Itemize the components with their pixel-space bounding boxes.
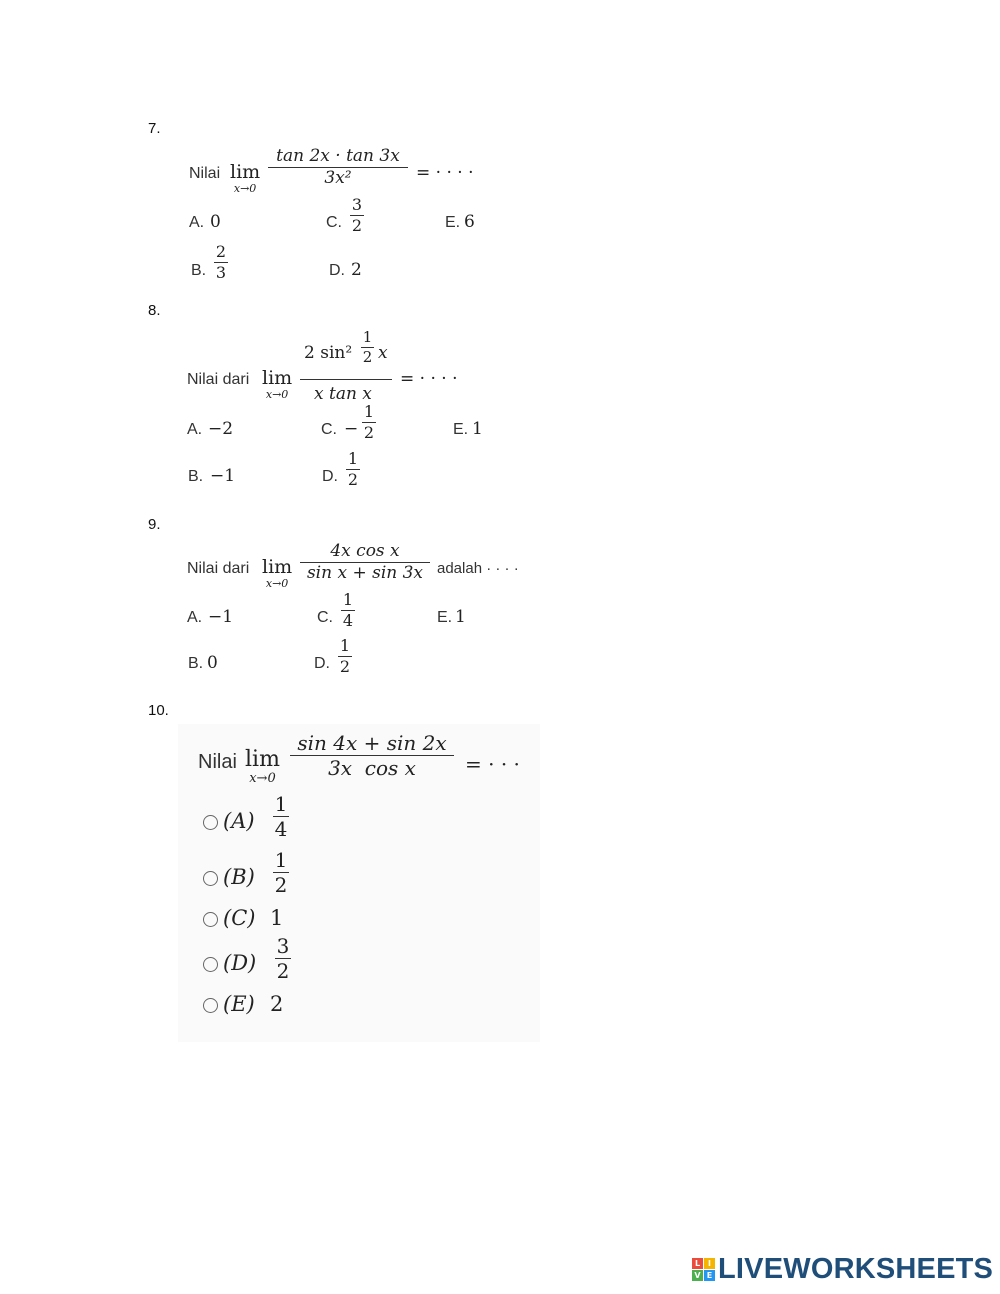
question-tail: adalah · · · · <box>437 560 519 577</box>
lim-subscript: x→0 <box>265 388 289 401</box>
option-a-label: A. <box>187 609 203 626</box>
lim-text: lim <box>262 367 293 389</box>
equals-dots: = · · · <box>465 752 520 776</box>
option-value: 1 <box>270 906 284 930</box>
option-e-value: 1 <box>455 607 466 627</box>
limit-operator <box>262 369 292 400</box>
fraction-denominator: sin x + sin 3x <box>306 563 424 584</box>
radio-button[interactable] <box>203 815 218 830</box>
option-fraction <box>275 934 291 984</box>
question-number: 7. <box>148 120 161 137</box>
half-den: 2 <box>362 348 373 367</box>
option-d-label: D. <box>329 262 345 279</box>
question-number: 8. <box>148 302 161 319</box>
option-d-fraction <box>338 638 352 675</box>
logo-letter: V <box>692 1270 703 1281</box>
option-label: (E) <box>223 992 255 1016</box>
option-d-den: 2 <box>347 470 359 490</box>
question-prompt: Nilai <box>189 165 221 182</box>
radio-button[interactable] <box>203 998 218 1013</box>
option-d-label: D. <box>314 655 330 672</box>
option-a-label: A. <box>189 214 205 231</box>
equals-dots: = · · · · <box>416 163 474 183</box>
option-c-sign: − <box>344 419 359 439</box>
question-prompt: Nilai dari <box>187 371 250 388</box>
numerator-half-fraction <box>361 330 374 365</box>
logo-wordmark: LIVEWORKSHEETS <box>718 1252 994 1285</box>
option-c-den: 2 <box>351 216 363 236</box>
limit-operator <box>230 163 260 194</box>
lim-subscript: x→0 <box>265 577 289 590</box>
option-d-fraction <box>346 451 360 488</box>
option-c-fraction <box>362 404 376 441</box>
option-c-fraction <box>350 197 364 234</box>
fraction-numerator: tan 2x · tan 3x <box>276 146 400 166</box>
main-fraction-bar <box>300 379 392 380</box>
option-c-num: 3 <box>351 195 363 214</box>
option-num: 1 <box>274 792 288 816</box>
option-label: (C) <box>223 906 256 930</box>
question-number: 9. <box>148 516 161 533</box>
fraction-denominator: 3x cos x <box>328 756 416 781</box>
option-num: 1 <box>274 848 288 872</box>
option-d-value: 2 <box>351 260 362 280</box>
option-e-value: 1 <box>472 419 483 439</box>
option-c-label: C. <box>321 421 337 438</box>
fraction-denominator: x tan x <box>314 384 372 404</box>
lim-text: lim <box>245 747 280 772</box>
option-b-value: −1 <box>210 466 236 486</box>
fraction-denominator: 3x² <box>324 168 352 189</box>
option-c-num: 1 <box>342 590 354 609</box>
option-d-num: 1 <box>339 636 351 655</box>
option-b-num: 2 <box>215 242 227 261</box>
option-value: 2 <box>270 992 284 1016</box>
half-num: 1 <box>362 328 373 346</box>
lim-subscript: x→0 <box>249 771 276 786</box>
option-e-label: E. <box>437 609 453 626</box>
fraction-numerator: 4x cos x <box>330 541 400 561</box>
option-a-value: −1 <box>208 607 234 627</box>
question-prompt: Nilai <box>198 751 237 773</box>
option-b-label: B. <box>188 655 204 672</box>
equals-dots: = · · · · <box>400 369 458 389</box>
limit-operator <box>245 749 280 785</box>
liveworksheets-logo <box>692 1253 993 1285</box>
question-number: 10. <box>148 702 169 719</box>
option-c-label: C. <box>317 609 333 626</box>
option-label: (A) <box>223 809 255 833</box>
numerator-variable: x <box>378 343 388 363</box>
limit-fraction <box>268 148 408 187</box>
option-label: (B) <box>223 865 255 889</box>
option-b-den: 3 <box>215 263 227 283</box>
option-fraction <box>273 792 289 842</box>
lim-text: lim <box>230 161 261 183</box>
option-den: 4 <box>274 817 288 842</box>
logo-letter: I <box>704 1258 715 1269</box>
option-c-den: 4 <box>342 611 354 631</box>
radio-button[interactable] <box>203 871 218 886</box>
fraction-numerator: sin 4x + sin 2x <box>297 731 447 755</box>
logo-mark <box>692 1258 715 1281</box>
option-a-value: −2 <box>208 419 234 439</box>
radio-button[interactable] <box>203 957 218 972</box>
option-d-den: 2 <box>339 657 351 677</box>
option-d-label: D. <box>322 468 338 485</box>
option-den: 2 <box>274 873 288 898</box>
logo-letter: L <box>692 1258 703 1269</box>
option-b-value: 0 <box>207 653 218 673</box>
numerator-coefficient: 2 sin² <box>304 343 353 363</box>
option-c-fraction <box>341 592 355 629</box>
option-b-label: B. <box>191 262 207 279</box>
option-d-num: 1 <box>347 449 359 468</box>
option-fraction <box>273 848 289 898</box>
option-e-value: 6 <box>464 212 475 232</box>
option-c-den: 2 <box>363 423 375 443</box>
lim-subscript: x→0 <box>233 182 257 195</box>
option-a-value: 0 <box>210 212 221 232</box>
option-c-label: C. <box>326 214 342 231</box>
radio-button[interactable] <box>203 912 218 927</box>
option-num: 3 <box>276 934 290 958</box>
option-c-num: 1 <box>363 402 375 421</box>
lim-text: lim <box>262 556 293 578</box>
option-b-label: B. <box>188 468 204 485</box>
logo-letter: E <box>704 1270 715 1281</box>
question-prompt: Nilai dari <box>187 560 250 577</box>
option-e-label: E. <box>445 214 461 231</box>
limit-operator <box>262 558 292 589</box>
option-e-label: E. <box>453 421 469 438</box>
option-den: 2 <box>276 959 290 984</box>
option-a-label: A. <box>187 421 203 438</box>
option-b-fraction <box>214 244 228 281</box>
option-label: (D) <box>223 951 257 975</box>
limit-fraction <box>300 543 430 582</box>
limit-fraction <box>290 731 454 781</box>
